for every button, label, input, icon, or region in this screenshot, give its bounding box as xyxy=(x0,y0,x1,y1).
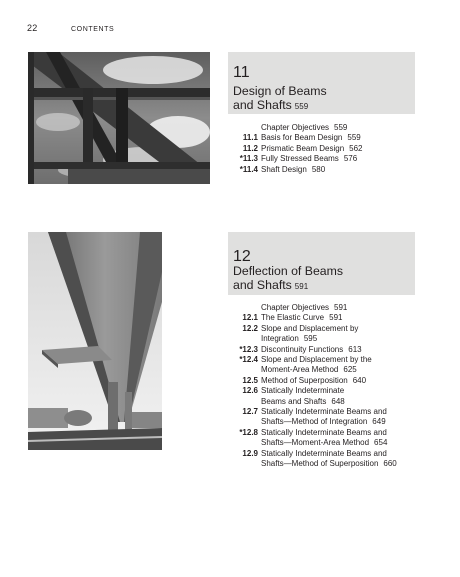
section-title: Statically Indeterminate Beams and xyxy=(261,427,387,437)
section-title: Discontinuity Functions xyxy=(261,344,344,354)
chapter-11-banner xyxy=(228,52,415,114)
section-title: Method of Superposition xyxy=(261,375,348,385)
toc-entry[interactable] xyxy=(228,154,428,164)
section-title-cont: Shafts—Method of Integration xyxy=(261,417,368,427)
section-number: *11.4 xyxy=(239,164,258,174)
section-title-cont: Beams and Shafts xyxy=(261,396,327,406)
section-title: Statically Indeterminate Beams and xyxy=(261,448,387,458)
chapter-11-photo xyxy=(28,52,210,184)
chapter-12-title-line-1: Deflection of Beams xyxy=(233,264,344,278)
chapter-12-banner xyxy=(228,232,415,295)
section-title-cont: Moment-Area Method xyxy=(261,365,339,375)
section-title: Slope and Displacement by the xyxy=(261,355,372,365)
section-title-cont: Integration xyxy=(261,334,299,344)
section-title: Prismatic Beam Design xyxy=(261,143,345,153)
section-number: 11.1 xyxy=(242,133,258,143)
section-page: 625 xyxy=(343,365,357,375)
section-number xyxy=(228,123,258,133)
chapter-12-number: 12 xyxy=(233,248,251,265)
section-number: 12.9 xyxy=(242,448,258,458)
section-title: Slope and Displacement by xyxy=(261,323,359,333)
section-title: Statically Indeterminate Beams and xyxy=(261,407,387,417)
section-title: Chapter Objectives xyxy=(261,303,330,312)
toc-entry[interactable] xyxy=(228,376,428,386)
toc-entry[interactable] xyxy=(228,144,428,154)
section-number: *12.8 xyxy=(239,427,258,437)
chapter-11-page: 559 xyxy=(294,102,309,112)
toc-entry[interactable] xyxy=(228,324,428,345)
section-page: 660 xyxy=(383,459,397,469)
section-page: 559 xyxy=(347,133,361,143)
section-title-cont: Shafts—Method of Superposition xyxy=(261,459,379,469)
chapter-11-toc xyxy=(228,123,428,175)
section-page: 595 xyxy=(303,334,318,344)
section-number: *12.4 xyxy=(239,355,258,365)
section-page: 591 xyxy=(334,303,348,312)
section-title: Fully Stressed Beams xyxy=(261,154,339,164)
section-page: 559 xyxy=(334,123,348,132)
chapter-12-title-line-2: and Shafts xyxy=(233,278,292,293)
section-page: 591 xyxy=(329,313,343,323)
section-title: Shaft Design xyxy=(261,164,307,174)
section-number: 12.6 xyxy=(242,386,258,396)
toc-entry[interactable] xyxy=(228,123,428,133)
section-number: 12.1 xyxy=(242,313,258,323)
chapter-12-title xyxy=(233,264,343,295)
toc-entry[interactable] xyxy=(228,133,428,143)
toc-entry[interactable] xyxy=(228,313,428,323)
chapter-11-title-line-1: Design of Beams xyxy=(233,84,327,98)
toc-entry[interactable] xyxy=(228,449,428,470)
section-title: The Elastic Curve xyxy=(261,313,325,323)
toc-entry[interactable] xyxy=(228,428,428,449)
chapter-12-photo xyxy=(28,232,162,450)
chapter-11-title xyxy=(233,84,327,115)
section-number: *12.3 xyxy=(239,344,258,354)
section-title-cont: Shafts—Moment-Area Method xyxy=(261,438,370,448)
section-page: 580 xyxy=(311,164,326,174)
section-title: Statically Indeterminate xyxy=(261,386,345,396)
section-number: 11.2 xyxy=(242,143,258,153)
section-title: Chapter Objectives xyxy=(261,123,330,132)
toc-entry[interactable] xyxy=(228,303,428,313)
section-number: 12.5 xyxy=(242,375,258,385)
section-page: 576 xyxy=(343,154,358,164)
chapter-11-number: 11 xyxy=(233,64,250,81)
section-page: 613 xyxy=(348,344,362,354)
toc-entry[interactable] xyxy=(228,355,428,376)
section-page: 640 xyxy=(352,375,367,385)
section-number xyxy=(228,303,258,313)
section-number: 12.2 xyxy=(242,323,258,333)
section-page: 654 xyxy=(374,438,388,448)
running-head xyxy=(27,23,114,33)
section-number: *11.3 xyxy=(239,154,258,164)
page-number: 22 xyxy=(27,23,38,33)
toc-entry[interactable] xyxy=(228,345,428,355)
running-head-section: CONTENTS xyxy=(71,26,115,33)
toc-entry[interactable] xyxy=(228,165,428,175)
section-page: 562 xyxy=(349,143,363,153)
section-page: 648 xyxy=(331,396,345,406)
section-page: 649 xyxy=(372,417,386,427)
toc-entry[interactable] xyxy=(228,407,428,428)
chapter-12-toc xyxy=(228,303,428,470)
chapter-12-page: 591 xyxy=(294,282,309,292)
section-number: 12.7 xyxy=(242,407,258,417)
section-title: Basis for Beam Design xyxy=(261,133,343,143)
chapter-11-title-line-2: and Shafts xyxy=(233,98,292,113)
toc-entry[interactable] xyxy=(228,386,428,407)
